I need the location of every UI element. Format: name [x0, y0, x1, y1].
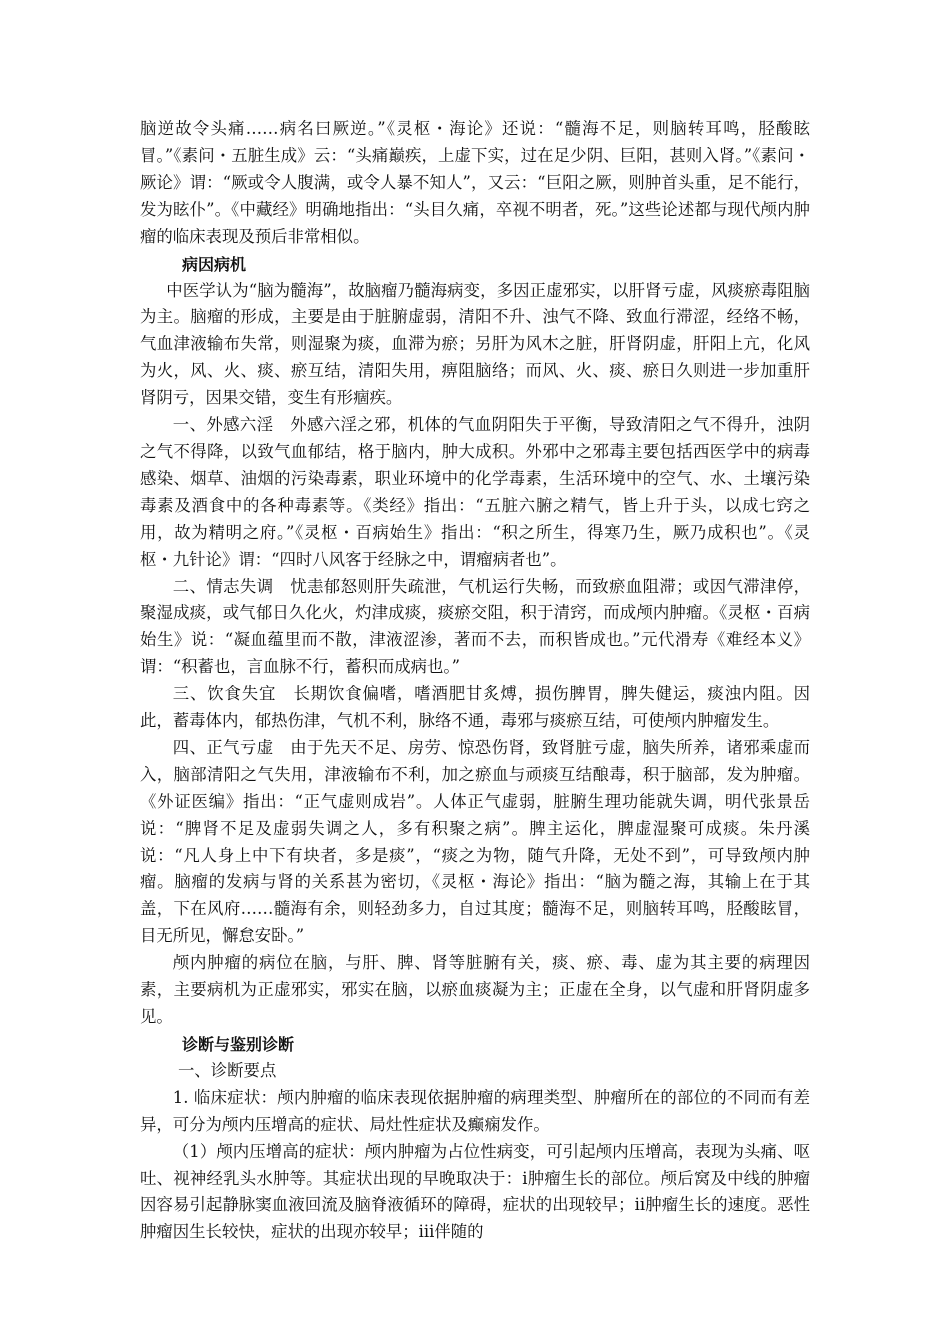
paragraph-emotional-disorder: 二、情志失调 忧恚郁怒则肝失疏泄，气机运行失畅，而致瘀血阻滞；或因气滞津停，聚湿成痰，或气郁日久化火，灼津成痰，痰瘀交阻，积于清窍，而成颅内肿瘤。《灵枢・百病始生》说：“凝血蕴里而不散，津液涩渗，著而不去，而积皆成也。”元代滑寿《难经本义》谓：“积蓄也，言血脉不行，蓄积而成病也。” — [140, 576, 810, 677]
paragraph-pathogenesis-summary: 颅内肿瘤的病位在脑，与肝、脾、肾等脏腑有关，痰、瘀、毒、虚为其主要的病理因素，主要病机为正虚邪实，邪实在脑，以瘀血痰凝为主；正虚在全身，以气虚和肝肾阴虚多见。 — [140, 953, 810, 1026]
paragraph-tcm-theory: 中医学认为“脑为髓海”，故脑瘤乃髓海病变，多因正虚邪实，以肝肾亏虚，风痰瘀毒阻脑为主。脑瘤的形成，主要是由于脏腑虚弱，清阳不升、浊气不降、致血行滞涩，经络不畅，气血津液输布失常，则湿聚为痰，血滞为瘀；另肝为风木之脏，肝肾阴虚，肝阳上亢，化风为火，风、火、痰、瘀互结，清阳失用，痹阻脑络；而风、火、痰、瘀日久则进一步加重肝肾阴亏，因果交错，变生有形痼疾。 — [140, 280, 810, 408]
paragraph-external-pathogens: 一、外感六淫 外感六淫之邪，机体的气血阴阳失于平衡，导致清阳之气不得升，浊阴之气不得降，以致气血郁结，格于脑内，肿大成积。外邪中之邪毒主要包括西医学中的病毒感染、烟草、油烟的污染毒素，职业环境中的化学毒素，生活环境中的空气、水、土壤污染毒素及酒食中的各种毒素等。《类经》指出：“五脏六腑之精气，皆上升于头，以成七窍之用，故为精明之府。”《灵枢・百病始生》指出：“积之所生，得寒乃生，厥乃成积也”。《灵枢・九针论》谓：“四时八风客于经脉之中，谓瘤病者也”。 — [140, 415, 810, 569]
section-heading-etiology: 病因病机 — [182, 254, 247, 274]
paragraph-clinical-symptoms: 1. 临床症状：颅内肿瘤的临床表现依据肿瘤的病理类型、肿瘤所在的部位的不同而有差异，可分为颅内压增高的症状、局灶性症状及癫痫发作。 — [140, 1087, 810, 1134]
subheading-diagnostic-points: 一、诊断要点 — [178, 1060, 277, 1080]
paragraph-improper-diet: 三、饮食失宜 长期饮食偏嗜，嗜酒肥甘炙煿，损伤脾胃，脾失健运，痰浊内阻。因此，蓄毒体内，郁热伤津，气机不利，脉络不通，毒邪与痰瘀互结，可使颅内肿瘤发生。 — [140, 684, 810, 731]
section-heading-diagnosis: 诊断与鉴别诊断 — [182, 1034, 295, 1054]
paragraph-classics-quotes: 脑逆故令头痛……病名曰厥逆。”《灵枢・海论》还说：“髓海不足，则脑转耳鸣，胫酸眩冒。”《素问・五脏生成》云：“头痛巅疾，上虚下实，过在足少阴、巨阳，甚则入肾。”《素问・厥论》谓：“厥或令人腹满，或令人暴不知人”，又云：“巨阳之厥，则肿首头重，足不能行，发为眩仆”。《中藏经》明确地指出：“头目久痛，卒视不明者，死。”这些论述都与现代颅内肿瘤的临床表现及预后非常相似。 — [140, 119, 810, 246]
paragraph-intracranial-pressure: （1）颅内压增高的症状：颅内肿瘤为占位性病变，可引起颅内压增高，表现为头痛、呕吐、视神经乳头水肿等。其症状出现的早晚取决于：ⅰ肿瘤生长的部位。颅后窝及中线的肿瘤因容易引起静脉窦血液回流及脑脊液循环的障碍，症状的出现较早；ⅱ肿瘤生长的速度。恶性肿瘤因生长较快，症状的出现亦较早；ⅲ伴随的 — [140, 1141, 810, 1242]
paragraph-deficiency: 四、正气亏虚 由于先天不足、房劳、惊恐伤肾，致肾脏亏虚，脑失所养，诸邪乘虚而入，脑部清阳之气失用，津液输布不利，加之瘀血与顽痰互结酿毒，积于脑部，发为肿瘤。《外证医编》指出：“正气虚则成岩”。人体正气虚弱，脏腑生理功能就失调，明代张景岳说：“脾肾不足及虚弱失调之人，多有积聚之病”。脾主运化，脾虚湿聚可成痰。朱丹溪说：“凡人身上中下有块者，多是痰”，“痰之为物，随气升降，无处不到”，可导致颅内肿瘤。脑瘤的发病与肾的关系甚为密切，《灵枢・海论》指出：“脑为髓之海，其输上在于其盖，下在风府……髓海有余，则轻劲多力，自过其度；髓海不足，则脑转耳鸣，胫酸眩冒，目无所见，懈怠安卧。” — [140, 737, 810, 946]
